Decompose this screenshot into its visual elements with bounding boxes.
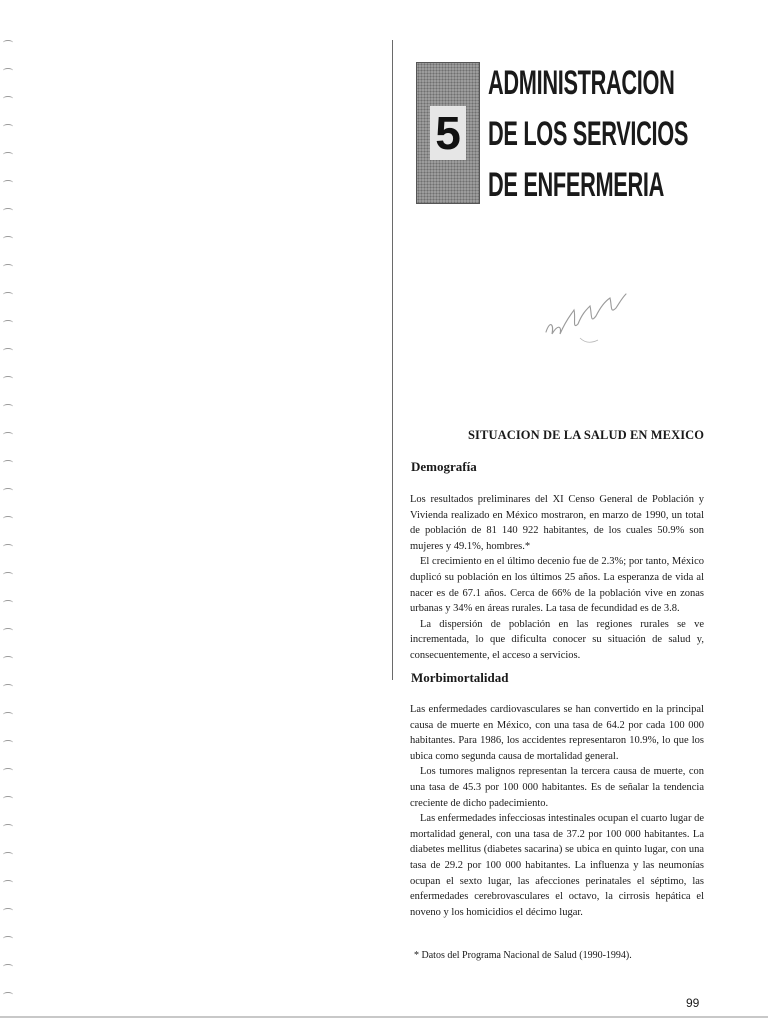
margin-mark: [3, 628, 13, 633]
margin-mark: [3, 600, 13, 605]
margin-mark: [3, 264, 13, 269]
margin-mark: [3, 460, 13, 465]
morbimortalidad-text: [410, 702, 704, 920]
margin-mark: [3, 852, 13, 857]
margin-mark: [3, 432, 13, 437]
margin-mark: [3, 516, 13, 521]
paragraph: El crecimiento en el último decenio fue de 2.3%; por tanto, México duplicó su población en los últimos 25 años. La esperanza de vida al nacer es de 67.1 años. Cerca de 66% de la población vive en zonas urbanas y 34% en áreas rurales. La tasa de fecundidad es de 3.8.: [410, 556, 704, 615]
chapter-title-line: ADMINISTRACION: [488, 64, 675, 102]
left-margin-marks: [0, 0, 22, 1024]
margin-mark: [3, 96, 13, 101]
margin-mark: [3, 936, 13, 941]
margin-mark: [3, 544, 13, 549]
margin-mark: [3, 656, 13, 661]
paragraph: La dispersión de población en las regiones rurales se ve incrementada, lo que dificulta conocer su situación de salud y, consecuentemente, el acceso a servicios.: [410, 618, 704, 661]
margin-mark: [3, 68, 13, 73]
paragraph: Los resultados preliminares del XI Censo General de Población y Vivienda realizado en México mostraron, en marzo de 1990, un total de población de 81 140 922 habitantes, de los cuales 50.9% son mujeres y 49.1%, hombres.*: [410, 494, 704, 552]
bottom-edge: [0, 1016, 768, 1018]
margin-mark: [3, 684, 13, 689]
margin-mark: [3, 488, 13, 493]
margin-mark: [3, 348, 13, 353]
margin-mark: [3, 908, 13, 913]
margin-mark: [3, 796, 13, 801]
margin-mark: [3, 880, 13, 885]
margin-mark: [3, 376, 13, 381]
margin-mark: [3, 740, 13, 745]
margin-mark: [3, 292, 13, 297]
margin-mark: [3, 824, 13, 829]
subheading-demografia: Demografía: [411, 459, 477, 474]
chapter-number: 5: [430, 106, 466, 160]
chapter-number-box: [416, 62, 480, 204]
footnote: * Datos del Programa Nacional de Salud (1990-1994).: [414, 950, 632, 961]
margin-mark: [3, 768, 13, 773]
margin-mark: [3, 992, 13, 997]
paragraph: Las enfermedades cardiovasculares se han convertido en la principal causa de muerte en México, con una tasa de 64.2 por cada 100 000 habitantes. Para 1986, los accidentes representaron 10.9%, lo que los ubica como segunda causa de mortalidad general.: [410, 704, 704, 762]
paragraph: Los tumores malignos representan la tercera causa de muerte, con una tasa de 45.3 por 100 000 habitantes. Es de señalar la tendencia creciente de dicho padecimiento.: [410, 766, 704, 809]
margin-mark: [3, 124, 13, 129]
margin-mark: [3, 152, 13, 157]
margin-mark: [3, 40, 13, 45]
handwritten-mark: [540, 280, 630, 350]
chapter-title-line: DE LOS SERVICIOS: [488, 115, 689, 153]
paragraph: Las enfermedades infecciosas intestinales ocupan el cuarto lugar de mortalidad general, con una tasa de 37.2 por 100 000 habitantes. La diabetes mellitus (diabetes sacarina) se ubica en quinto lugar, con una tasa de 29.2 por 100 000 habitantes. La influenza y las neumonías ocupan el sexto lugar, las afecciones perinatales el séptimo, las enfermedades cerebrovasculares el octavo, la cirrosis hepática el noveno y los homicidios el décimo lugar.: [410, 813, 704, 918]
chapter-title-line: DE ENFERMERIA: [488, 166, 664, 204]
margin-mark: [3, 964, 13, 969]
margin-mark: [3, 208, 13, 213]
margin-mark: [3, 236, 13, 241]
demografia-text: [410, 492, 704, 664]
margin-mark: [3, 712, 13, 717]
subheading-morbimortalidad: Morbimortalidad: [411, 670, 509, 685]
chapter-title: [488, 58, 689, 211]
margin-mark: [3, 572, 13, 577]
spine-line: [392, 40, 393, 680]
margin-mark: [3, 180, 13, 185]
page-number: 99: [686, 996, 700, 1010]
section-title: SITUACION DE LA SALUD EN MEXICO: [468, 428, 705, 442]
margin-mark: [3, 320, 13, 325]
margin-mark: [3, 404, 13, 409]
